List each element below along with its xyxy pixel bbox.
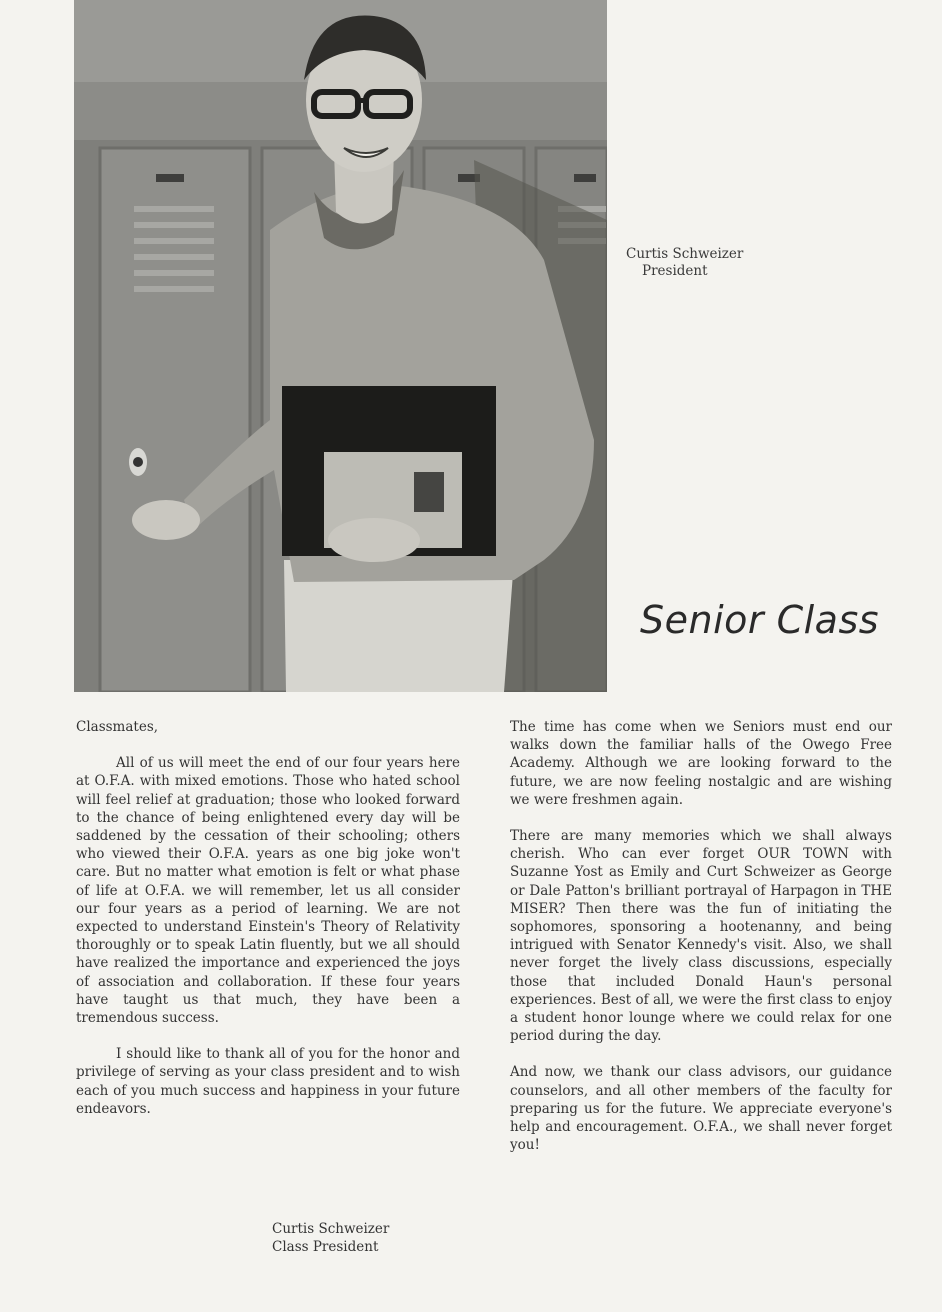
message-paragraph-2: There are many memories which we shall always cherish. Who can ever forget OUR TOWN with Suzanne Yost as Emily and Curt Schweizer as George or Dale Patton's brilliant portrayal of Harpagon in THE MISER? Then there was the fun of initiating the sophomores, sponsoring a hootenanny, and being intrigued with Senator Kennedy's visit. Also, we shall never forget the lively class discussions, especially those that included Donald Haun's personal experiences. Best of all, we were the first class to enjoy a student honor lounge where we could relax for one period during the day. bbox=[510, 828, 892, 1045]
letter-signature bbox=[272, 1220, 472, 1256]
signature-title: Class President bbox=[272, 1239, 379, 1256]
student-photo bbox=[74, 0, 607, 692]
page-title: Senior Class bbox=[640, 598, 880, 642]
photo-illustration bbox=[74, 0, 607, 692]
class-message bbox=[510, 718, 892, 1154]
caption-name: Curtis Schweizer bbox=[626, 246, 744, 262]
letter-greeting: Classmates, bbox=[76, 719, 159, 735]
letter-paragraph-2: I should like to thank all of you for the honor and privilege of serving as your class president and to wish each of you much success and happiness in your future endeavors. bbox=[76, 1046, 460, 1117]
message-paragraph-3: And now, we thank our class advisors, our guidance counselors, and all other members of the faculty for preparing us for the future. We appreciate everyone's help and encouragement. O.F.A., we shall never forget you! bbox=[510, 1064, 892, 1154]
letter-paragraph-1: All of us will meet the end of our four years here at O.F.A. with mixed emotions. Those who hated school will feel relief at graduation; those who looked forward to the chance of being enlightened every day will be saddened by the cessation of their schooling; others who viewed their O.F.A. years as one big joke won't care. But no matter what emotion is felt or what phase of life at O.F.A. we will remember, let us all consider our four years as a period of learning. We are not expected to understand Einstein's Theory of Relativity thoroughly or to speak Latin fluently, but we all should have realized the importance and experienced the joys of association and collaboration. If these four years have taught us that much, they have been a tremendous success. bbox=[76, 755, 460, 1027]
signature-name: Curtis Schweizer bbox=[272, 1221, 390, 1237]
caption-title: President bbox=[642, 263, 708, 279]
photo-caption bbox=[626, 246, 826, 280]
president-letter bbox=[76, 718, 460, 1118]
message-paragraph-1: The time has come when we Seniors must end our walks down the familiar halls of the Owego Free Academy. Although we are looking forward to the future, we are now feeling nostalgic and are wishing we were freshmen again. bbox=[510, 719, 892, 808]
